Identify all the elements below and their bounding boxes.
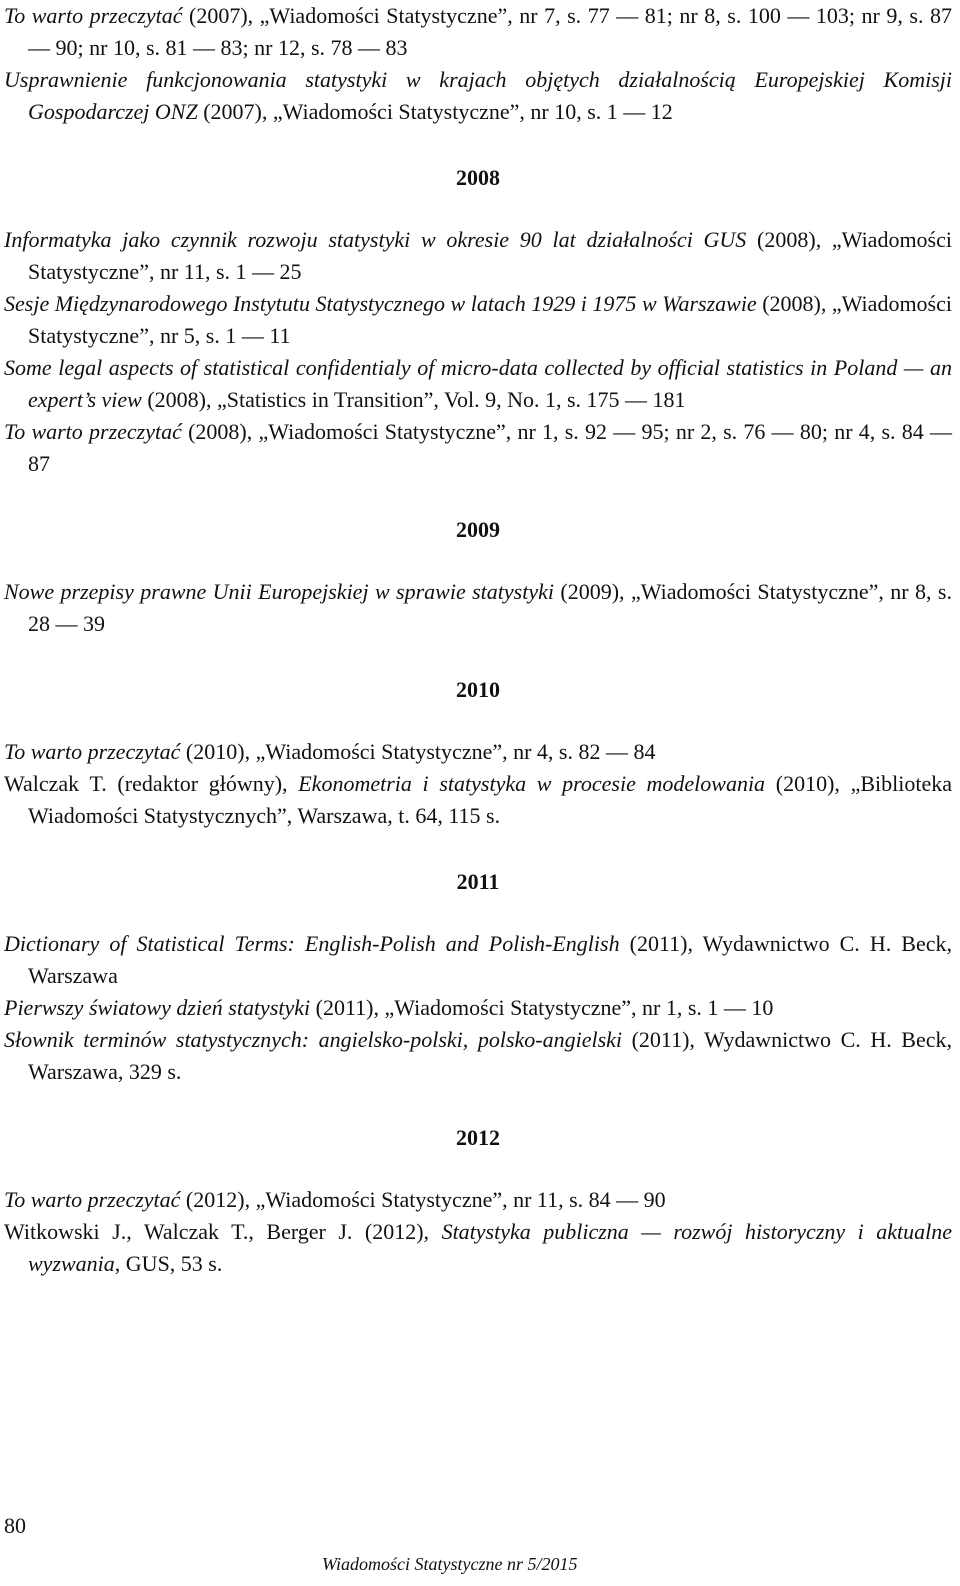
bibliography-entry: [4, 576, 952, 640]
bibliography-entry: [4, 224, 952, 288]
entry-details: (2007), „Wiadomości Statystyczne”, nr 7, s. 77 — 81; nr 8, s. 100 — 103; nr 9, s. 87 — 90; nr 10, s. 81 — 83; nr 12, s. 78 — 83: [28, 3, 952, 60]
bibliography-entry: [4, 768, 952, 832]
entry-details: , GUS, 53 s.: [114, 1251, 223, 1276]
entry-author: Walczak T. (redaktor główny),: [4, 771, 299, 796]
bibliography-entry: [4, 352, 952, 416]
entry-details: (2008), „Wiadomości Statystyczne”, nr 1, s. 92 — 95; nr 2, s. 76 — 80; nr 4, s. 84 — 87: [28, 419, 952, 476]
entry-details: (2011), Wydawnictwo C. H. Beck, Warszawa: [28, 931, 952, 988]
entry-details: (2007), „Wiadomości Statystyczne”, nr 10, s. 1 — 12: [197, 99, 673, 124]
entry-title: Statystyka publiczna — rozwój historyczny i aktualne wyzwania: [28, 1219, 953, 1276]
entry-details: (2008), „Wiadomości Statystyczne”, nr 11, s. 1 — 25: [28, 227, 952, 284]
entry-title: Dictionary of Statistical Terms: English-Polish and Polish-English: [4, 931, 620, 956]
entry-details: (2008), „Wiadomości Statystyczne”, nr 5, s. 1 — 11: [28, 291, 952, 348]
entry-details: (2009), „Wiadomości Statystyczne”, nr 8, s. 28 — 39: [28, 579, 952, 636]
entry-title: To warto przeczytać: [4, 739, 181, 764]
bibliography-entry: [4, 416, 952, 480]
bibliography-entry: [4, 64, 952, 128]
entry-title: Nowe przepisy prawne Unii Europejskiej w sprawie statystyki: [4, 579, 554, 604]
bibliography-entry: [4, 1184, 952, 1216]
entry-title: Some legal aspects of statistical confidentialy of micro-data collected by official statistics in Poland — an expert’s view: [4, 355, 952, 412]
bibliography-entry: [4, 1216, 952, 1280]
entry-details: (2012), „Wiadomości Statystyczne”, nr 11, s. 84 — 90: [180, 1187, 666, 1212]
bibliography-entry: [4, 992, 952, 1024]
entry-title: Ekonometria i statystyka w procesie modelowania: [298, 771, 766, 796]
year-heading-2008: 2008: [456, 165, 500, 190]
entry-details: (2011), Wydawnictwo C. H. Beck, Warszawa, 329 s.: [28, 1027, 952, 1084]
year-heading-2009: 2009: [456, 517, 500, 542]
entry-title: Usprawnienie funkcjonowania statystyki w krajach objętych działalnością Europejskiej Komisji Gospodarczej ONZ: [4, 67, 952, 124]
entry-title: To warto przeczytać: [4, 3, 183, 28]
bibliography-entry: [4, 1024, 952, 1088]
bibliography-page: [4, 0, 952, 1280]
entry-title: Słownik terminów statystycznych: angielsko-polski, polsko-angielski: [4, 1027, 623, 1052]
year-heading-2012: 2012: [456, 1125, 500, 1150]
year-heading-2010: 2010: [456, 677, 500, 702]
entry-title: Pierwszy światowy dzień statystyki: [4, 995, 311, 1020]
year-heading-2011: 2011: [456, 869, 500, 894]
entry-details: (2010), „Biblioteka Wiadomości Statystycznych”, Warszawa, t. 64, 115 s.: [28, 771, 952, 828]
bibliography-entry: [4, 288, 952, 352]
entry-title: To warto przeczytać: [4, 1187, 181, 1212]
entry-details: (2011), „Wiadomości Statystyczne”, nr 1, s. 1 — 10: [310, 995, 774, 1020]
bibliography-entry: [4, 928, 952, 992]
bibliography-entry: [4, 736, 952, 768]
entry-title: To warto przeczytać: [4, 419, 182, 444]
entry-details: (2010), „Wiadomości Statystyczne”, nr 4, s. 82 — 84: [180, 739, 656, 764]
entry-title: Informatyka jako czynnik rozwoju statystyki w okresie 90 lat działalności GUS: [4, 227, 747, 252]
entry-author: Witkowski J., Walczak T., Berger J. (2012),: [4, 1219, 442, 1244]
entry-title: Sesje Międzynarodowego Instytutu Statystycznego w latach 1929 i 1975 w Warszawie: [4, 291, 757, 316]
page-number: 80: [4, 1513, 26, 1538]
bibliography-entry: [4, 0, 952, 64]
entry-details: (2008), „Statistics in Transition”, Vol. 9, No. 1, s. 175 — 181: [141, 387, 686, 412]
journal-footer: Wiadomości Statystyczne nr 5/2015: [322, 1554, 578, 1574]
